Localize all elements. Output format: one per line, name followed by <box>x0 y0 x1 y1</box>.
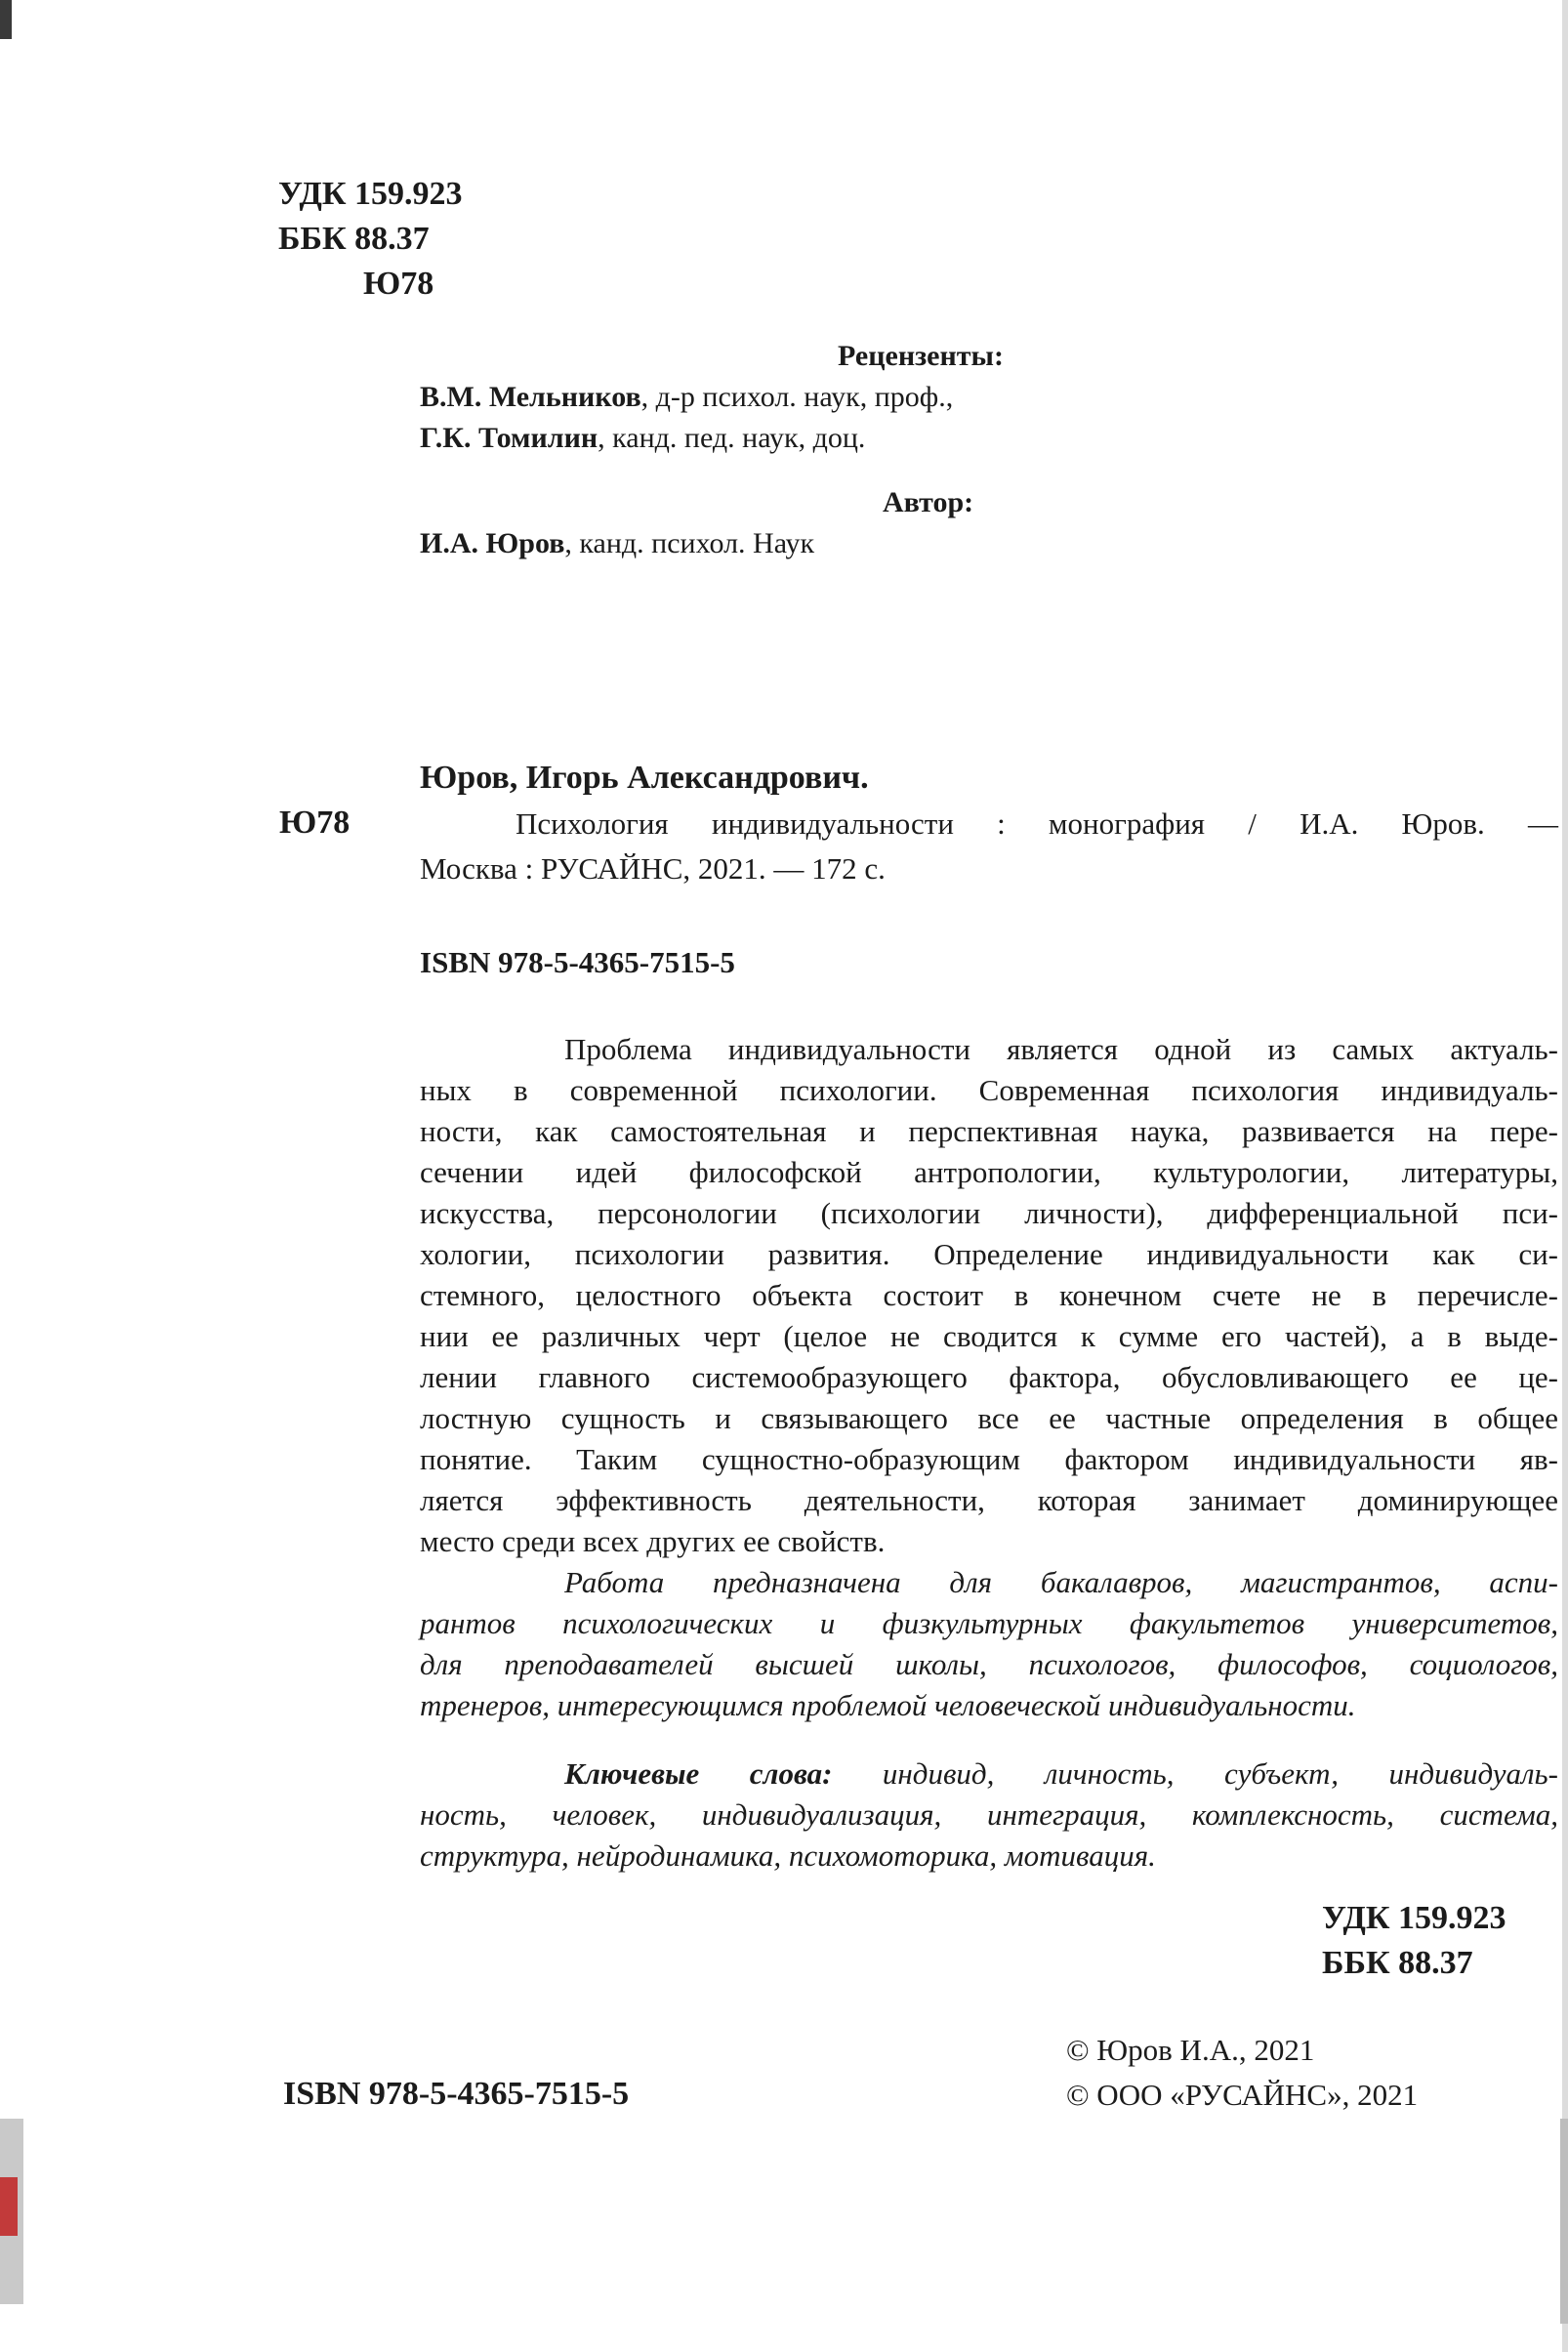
audience-line: рантов психологических и физкультурных факультетов университетов, <box>420 1606 1558 1640</box>
copyright-author: © Юров И.А., 2021 <box>1066 2033 1315 2067</box>
annotation-line: понятие. Таким сущностно-образующим фактором индивидуальности яв- <box>420 1442 1558 1476</box>
keywords-paragraph <box>420 1754 1558 1877</box>
reviewer-title: , д-р психол. наук, проф., <box>640 381 954 413</box>
annotation-paragraph <box>420 1029 1558 1562</box>
reviewer-title: , канд. пед. наук, доц. <box>598 422 866 454</box>
audience-line: Работа предназначена для бакалавров, магистрантов, аспи- <box>564 1565 1558 1599</box>
udk-code: УДК 159.923 <box>278 176 463 212</box>
scan-edge <box>0 0 12 39</box>
annotation-line: лостную сущность и связывающего все ее частные определения в общее <box>420 1401 1558 1435</box>
audience-line: тренеров, интересующимся проблемой человеческой индивидуальности. <box>420 1688 1356 1722</box>
keywords-line <box>420 1754 1558 1795</box>
scan-edge <box>1562 0 1568 2352</box>
annotation-line: ляется эффективность деятельности, которая занимает доминирующее <box>420 1483 1558 1517</box>
isbn-top: ISBN 978-5-4365-7515-5 <box>420 945 735 979</box>
bib-line-1: Психология индивидуальности : монография / И.А. Юров. — <box>516 806 1558 841</box>
bib-author: Юров, Игорь Александрович. <box>420 760 869 796</box>
keywords-label: Ключевые слова: <box>564 1756 833 1791</box>
annotation-line: ных в современной психологии. Современная психология индивидуаль- <box>420 1073 1558 1107</box>
audience-paragraph <box>420 1562 1558 1726</box>
annotation-line: сечении идей философской антропологии, культурологии, литературы, <box>420 1155 1558 1189</box>
author-mark: Ю78 <box>363 266 434 302</box>
scan-artifact <box>0 2177 18 2236</box>
copyright-publisher: © ООО «РУСАЙНС», 2021 <box>1066 2078 1419 2112</box>
footer-bbk: ББК 88.37 <box>1322 1945 1473 1981</box>
author-line <box>420 527 814 560</box>
scan-artifact <box>1560 2119 1568 2324</box>
keywords-text: индивид, личность, субъект, индивидуаль- <box>832 1756 1558 1791</box>
author-name: И.А. Юров <box>420 527 565 559</box>
keywords-line: ность, человек, индивидуализация, интеграция, комплексность, система, <box>420 1797 1558 1832</box>
reviewer-name: Г.К. Томилин <box>420 422 598 454</box>
footer-isbn: ISBN 978-5-4365-7515-5 <box>283 2076 630 2112</box>
reviewer-2 <box>420 422 865 455</box>
author-heading: Автор: <box>883 486 974 518</box>
bib-code: Ю78 <box>279 805 351 841</box>
annotation-line: лении главного системообразующего фактора, обусловливающего ее це- <box>420 1360 1558 1394</box>
reviewer-1 <box>420 381 953 414</box>
annotation-line: Проблема индивидуальности является одной из самых актуаль- <box>564 1032 1558 1066</box>
annotation-line: место среди всех других ее свойств. <box>420 1524 886 1558</box>
annotation-line: ности, как самостоятельная и перспективная наука, развивается на пере- <box>420 1114 1558 1148</box>
audience-line: для преподавателей высшей школы, психологов, философов, социологов, <box>420 1647 1558 1681</box>
bib-line-2: Москва : РУСАЙНС, 2021. — 172 с. <box>420 851 886 886</box>
footer-udk: УДК 159.923 <box>1322 1900 1506 1936</box>
reviewer-name: В.М. Мельников <box>420 381 641 413</box>
annotation-line: искусства, персонологии (психологии личности), дифференциальной пси- <box>420 1196 1558 1230</box>
annotation-line: стемного, целостного объекта состоит в конечном счете не в перечисле- <box>420 1278 1558 1312</box>
annotation-line: нии ее различных черт (целое не сводится к сумме его частей), а в выде- <box>420 1319 1558 1353</box>
annotation-line: хологии, психологии развития. Определение индивидуальности как си- <box>420 1237 1558 1271</box>
reviewers-heading: Рецензенты: <box>838 340 1004 372</box>
keywords-line: структура, нейродинамика, психомоторика, мотивация. <box>420 1838 1156 1873</box>
bbk-code: ББК 88.37 <box>278 221 430 257</box>
author-title: , канд. психол. Наук <box>564 527 815 559</box>
